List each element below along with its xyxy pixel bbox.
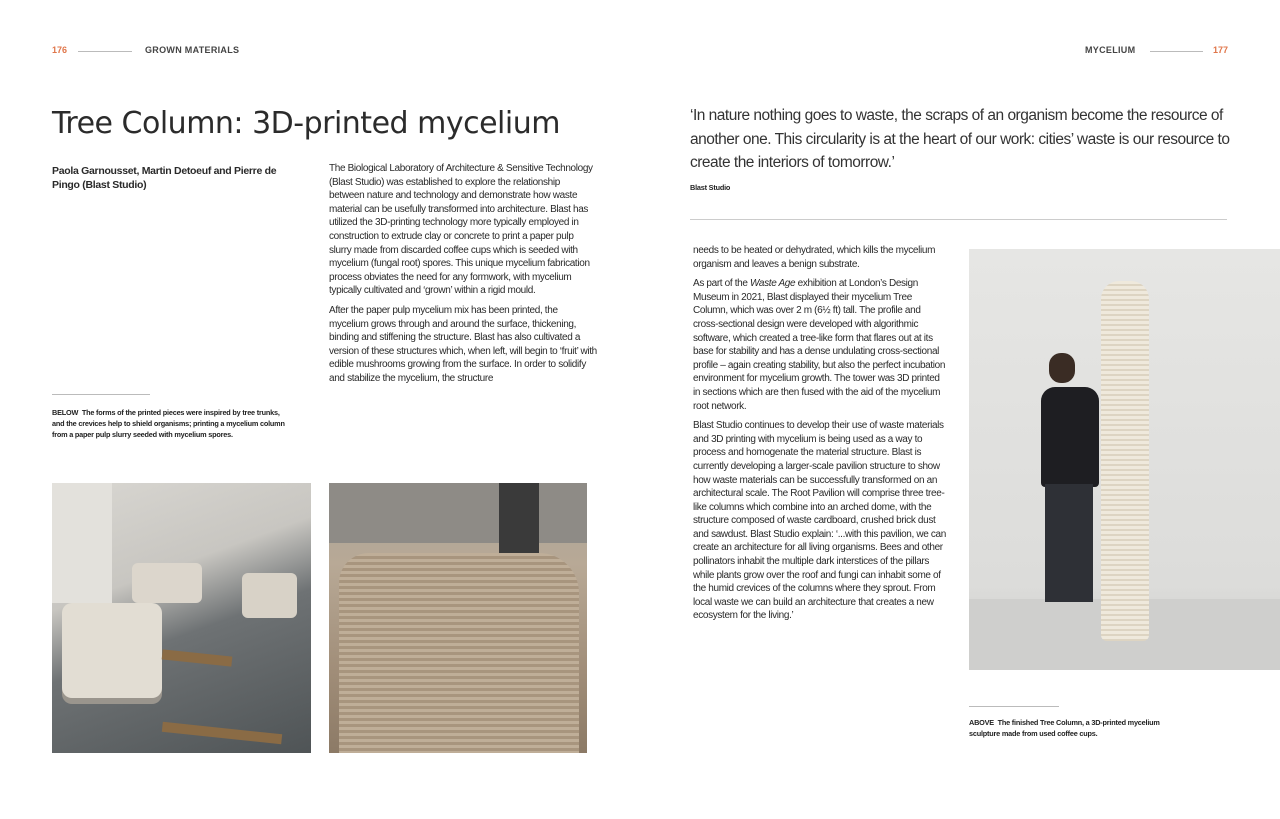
page-number-left: 176 <box>52 45 68 55</box>
photo-tree-column <box>969 249 1280 670</box>
running-head-right: MYCELIUM <box>1085 45 1136 55</box>
header-rule-right <box>1150 51 1203 52</box>
exhibition-name: Waste Age <box>750 278 796 290</box>
paragraph: The Biological Laboratory of Architecture & Sensitive Technology (Blast Studio) was established to explore the relationship between nature and technology and demonstrate how waste material can be usefully transformed into architecture. Blast has utilized the 3D-printing technology more typically employed in construction to extrude clay or concrete to print a paper pulp slurry made from discarded coffee cups which is seeded with mycelium (fungal root) spores. This unique mycelium fabrication process obviates the need for any formwork, with mycelium typically cultivated and ‘grown’ within a rigid mould. <box>329 163 593 297</box>
header-rule-left <box>78 51 132 52</box>
body-column-right <box>693 244 947 629</box>
body-column-left <box>329 162 597 392</box>
photo-printed-pieces <box>52 483 311 753</box>
caption-rule-right <box>969 706 1059 707</box>
caption-rule-left <box>52 394 150 395</box>
caption-text: The finished Tree Column, a 3D-printed mycelium sculpture made from used coffee cups. <box>969 718 1160 738</box>
paragraph <box>693 277 947 413</box>
caption-label: BELOW <box>52 408 79 417</box>
paragraph: Blast Studio continues to develop their use of waste materials and 3D printing with mycelium is being used as a way to process and homogenate the material structure. Blast is currently developing a larger-scale pavilion structure to show how waste materials can be successfully transformed on an architectural scale. The Root Pavilion will comprise three tree-like columns which combine into an arched dome, with the structure composed of waste cardboard, crushed brick dust and sawdust. Blast Studio explain: ‘...with this pavilion, we can create an architecture for all living organisms. Bees and other pollinators inhabit the multiple dark interstices of the pillars while plants grow over the roof and fungi can inhabit some of the humid crevices of the columns where they sprout. From local waste we can build an architecture that creates a new ecosystem for the living.’ <box>693 420 946 622</box>
photo-printing-process <box>329 483 587 753</box>
caption-left <box>52 407 292 440</box>
caption-text: The forms of the printed pieces were inspired by tree trunks, and the crevices help to shield organisms; printing a mycelium column from a paper pulp slurry seeded with mycelium spores. <box>52 408 285 439</box>
caption-label: ABOVE <box>969 718 994 727</box>
caption-right <box>969 717 1169 739</box>
quote-divider <box>690 219 1227 220</box>
text: As part of the <box>693 278 751 290</box>
text: exhibition at London’s Design Museum in 2021, Blast displayed their mycelium Tree Column, which was over 2 m (6½ ft) tall. The profile and cross-sectional design were developed with algorithmic software, which created a tree-like form that flares out at its base for stability and has a dense undulating cross-sectional profile – again creating stability, but also the perfect incubation environment for mycelium growth. The tower was 3D printed in sections which are then fused with the aid of the mycelium root network. <box>693 278 946 412</box>
paragraph: needs to be heated or dehydrated, which kills the mycelium organism and leaves a benign substrate. <box>693 245 936 270</box>
running-head-left: GROWN MATERIALS <box>145 45 240 55</box>
quote-attribution: Blast Studio <box>690 183 731 192</box>
article-title: Tree Column: 3D-printed mycelium <box>52 106 560 141</box>
page-number-right: 177 <box>1213 45 1229 55</box>
article-authors: Paola Garnousset, Martin Detoeuf and Pierre de Pingo (Blast Studio) <box>52 165 277 191</box>
pull-quote: ‘In nature nothing goes to waste, the scraps of an organism become the resource of another one. This circularity is at the heart of our work: cities’ waste is our resource to create the interiors of tomorrow.’ <box>690 107 1230 171</box>
paragraph: After the paper pulp mycelium mix has been printed, the mycelium grows through and around the surface, thickening, binding and stiffening the structure. Blast has also cultivated a version of these structures which, when left, will begin to ‘fruit’ with edible mushrooms growing from the surface. In order to solidify and stabilize the mycelium, the structure <box>329 304 597 384</box>
